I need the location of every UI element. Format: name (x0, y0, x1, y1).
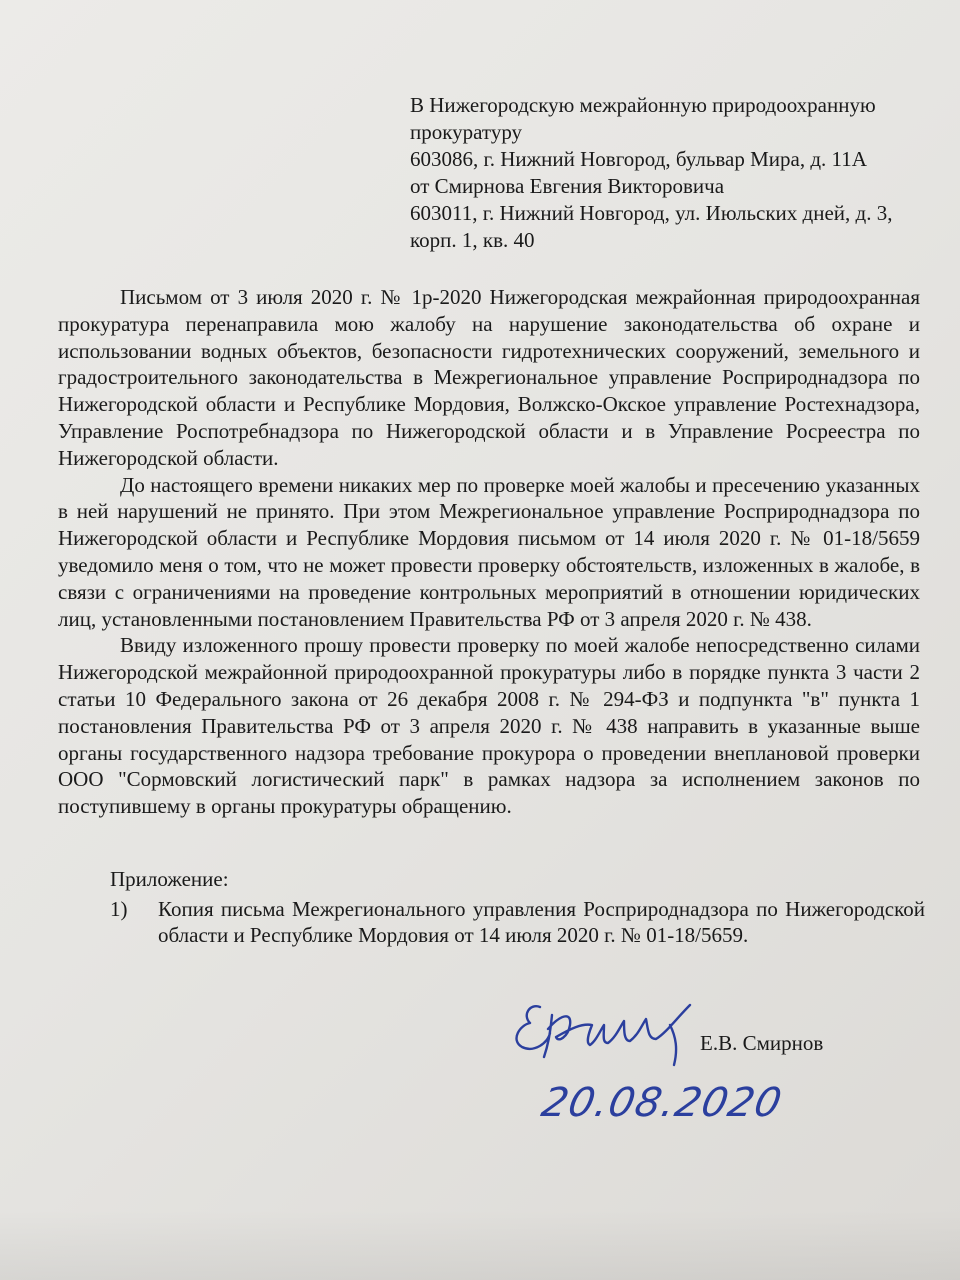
addressee-block (410, 92, 930, 254)
addressee-line: прокуратуру (410, 120, 523, 144)
signer-name: Е.В. Смирнов (700, 1031, 824, 1055)
handwritten-signature (500, 985, 730, 1075)
handwritten-date-text: 20.08.2020 (537, 1078, 787, 1126)
attachment-heading: Приложение: (110, 867, 229, 891)
body-paragraph: До настоящего времени никаких мер по проверке моей жалобы и пресечению указанных в ней нарушений не принято. При этом Межрегиональное управление Росприроднадзора по Нижегородской области и Республике Мордовия письмом от 14 июля 2020 г. № 01-18/5659 уведомило меня о том, что не может провести проверку обстоятельств, изложенных в жалобе, в связи с ограничениями на проведение контрольных мероприятий в отношении юридических лиц, установленными постановлением Правительства РФ от 3 апреля 2020 г. № 438. (58, 472, 920, 631)
addressee-line: корп. 1, кв. 40 (410, 228, 535, 252)
attachment-item-number: 1) (110, 896, 128, 921)
body-paragraph: Ввиду изложенного прошу провести проверку по моей жалобе непосредственно силами Нижегородской межрайонной природоохранной прокуратуры либо в порядке пункта 3 части 2 статьи 10 Федерального закона от 26 декабря 2008 г. № 294-ФЗ и подпункта "в" пункта 1 постановления Правительства РФ от 3 апреля 2020 г. № 438 направить в указанные выше органы государственного надзора требование прокурора о проведении внеплановой проверки ООО "Сормовский логистический парк" в рамках надзора за исполнением законов по поступившему в органы прокуратуры обращению. (58, 633, 920, 819)
attachment-item-text: Копия письма Межрегионального управления Росприроднадзора по Нижегородской области и Республике Мордовия от 14 июля 2020 г. № 01-18/5659. (158, 896, 925, 948)
addressee-line: 603086, г. Нижний Новгород, бульвар Мира, д. 11А (410, 147, 867, 171)
addressee-line: 603011, г. Нижний Новгород, ул. Июльских дней, д. 3, (410, 201, 893, 225)
letter-body (58, 284, 920, 820)
addressee-line: от Смирнова Евгения Викторовича (410, 174, 725, 198)
addressee-line: В Нижегородскую межрайонную природоохранную (410, 93, 876, 117)
attachment-item (110, 896, 925, 949)
attachment-section (110, 866, 925, 949)
body-paragraph: Письмом от 3 июля 2020 г. № 1р-2020 Нижегородская межрайонная природоохранная прокуратура перенаправила мою жалобу на нарушение законодательства об охране и использовании водных объектов, безопасности гидротехнических сооружений, земельного и градостроительного законодательства в Межрегиональное управление Росприроднадзора по Нижегородской области и Республике Мордовия, Волжско-Окское управление Ростехнадзора, Управление Роспотребнадзора по Нижегородской области и в Управление Росреестра по Нижегородской области. (58, 285, 920, 470)
photo-shadow (0, 1210, 960, 1280)
handwritten-date (530, 1068, 787, 1138)
